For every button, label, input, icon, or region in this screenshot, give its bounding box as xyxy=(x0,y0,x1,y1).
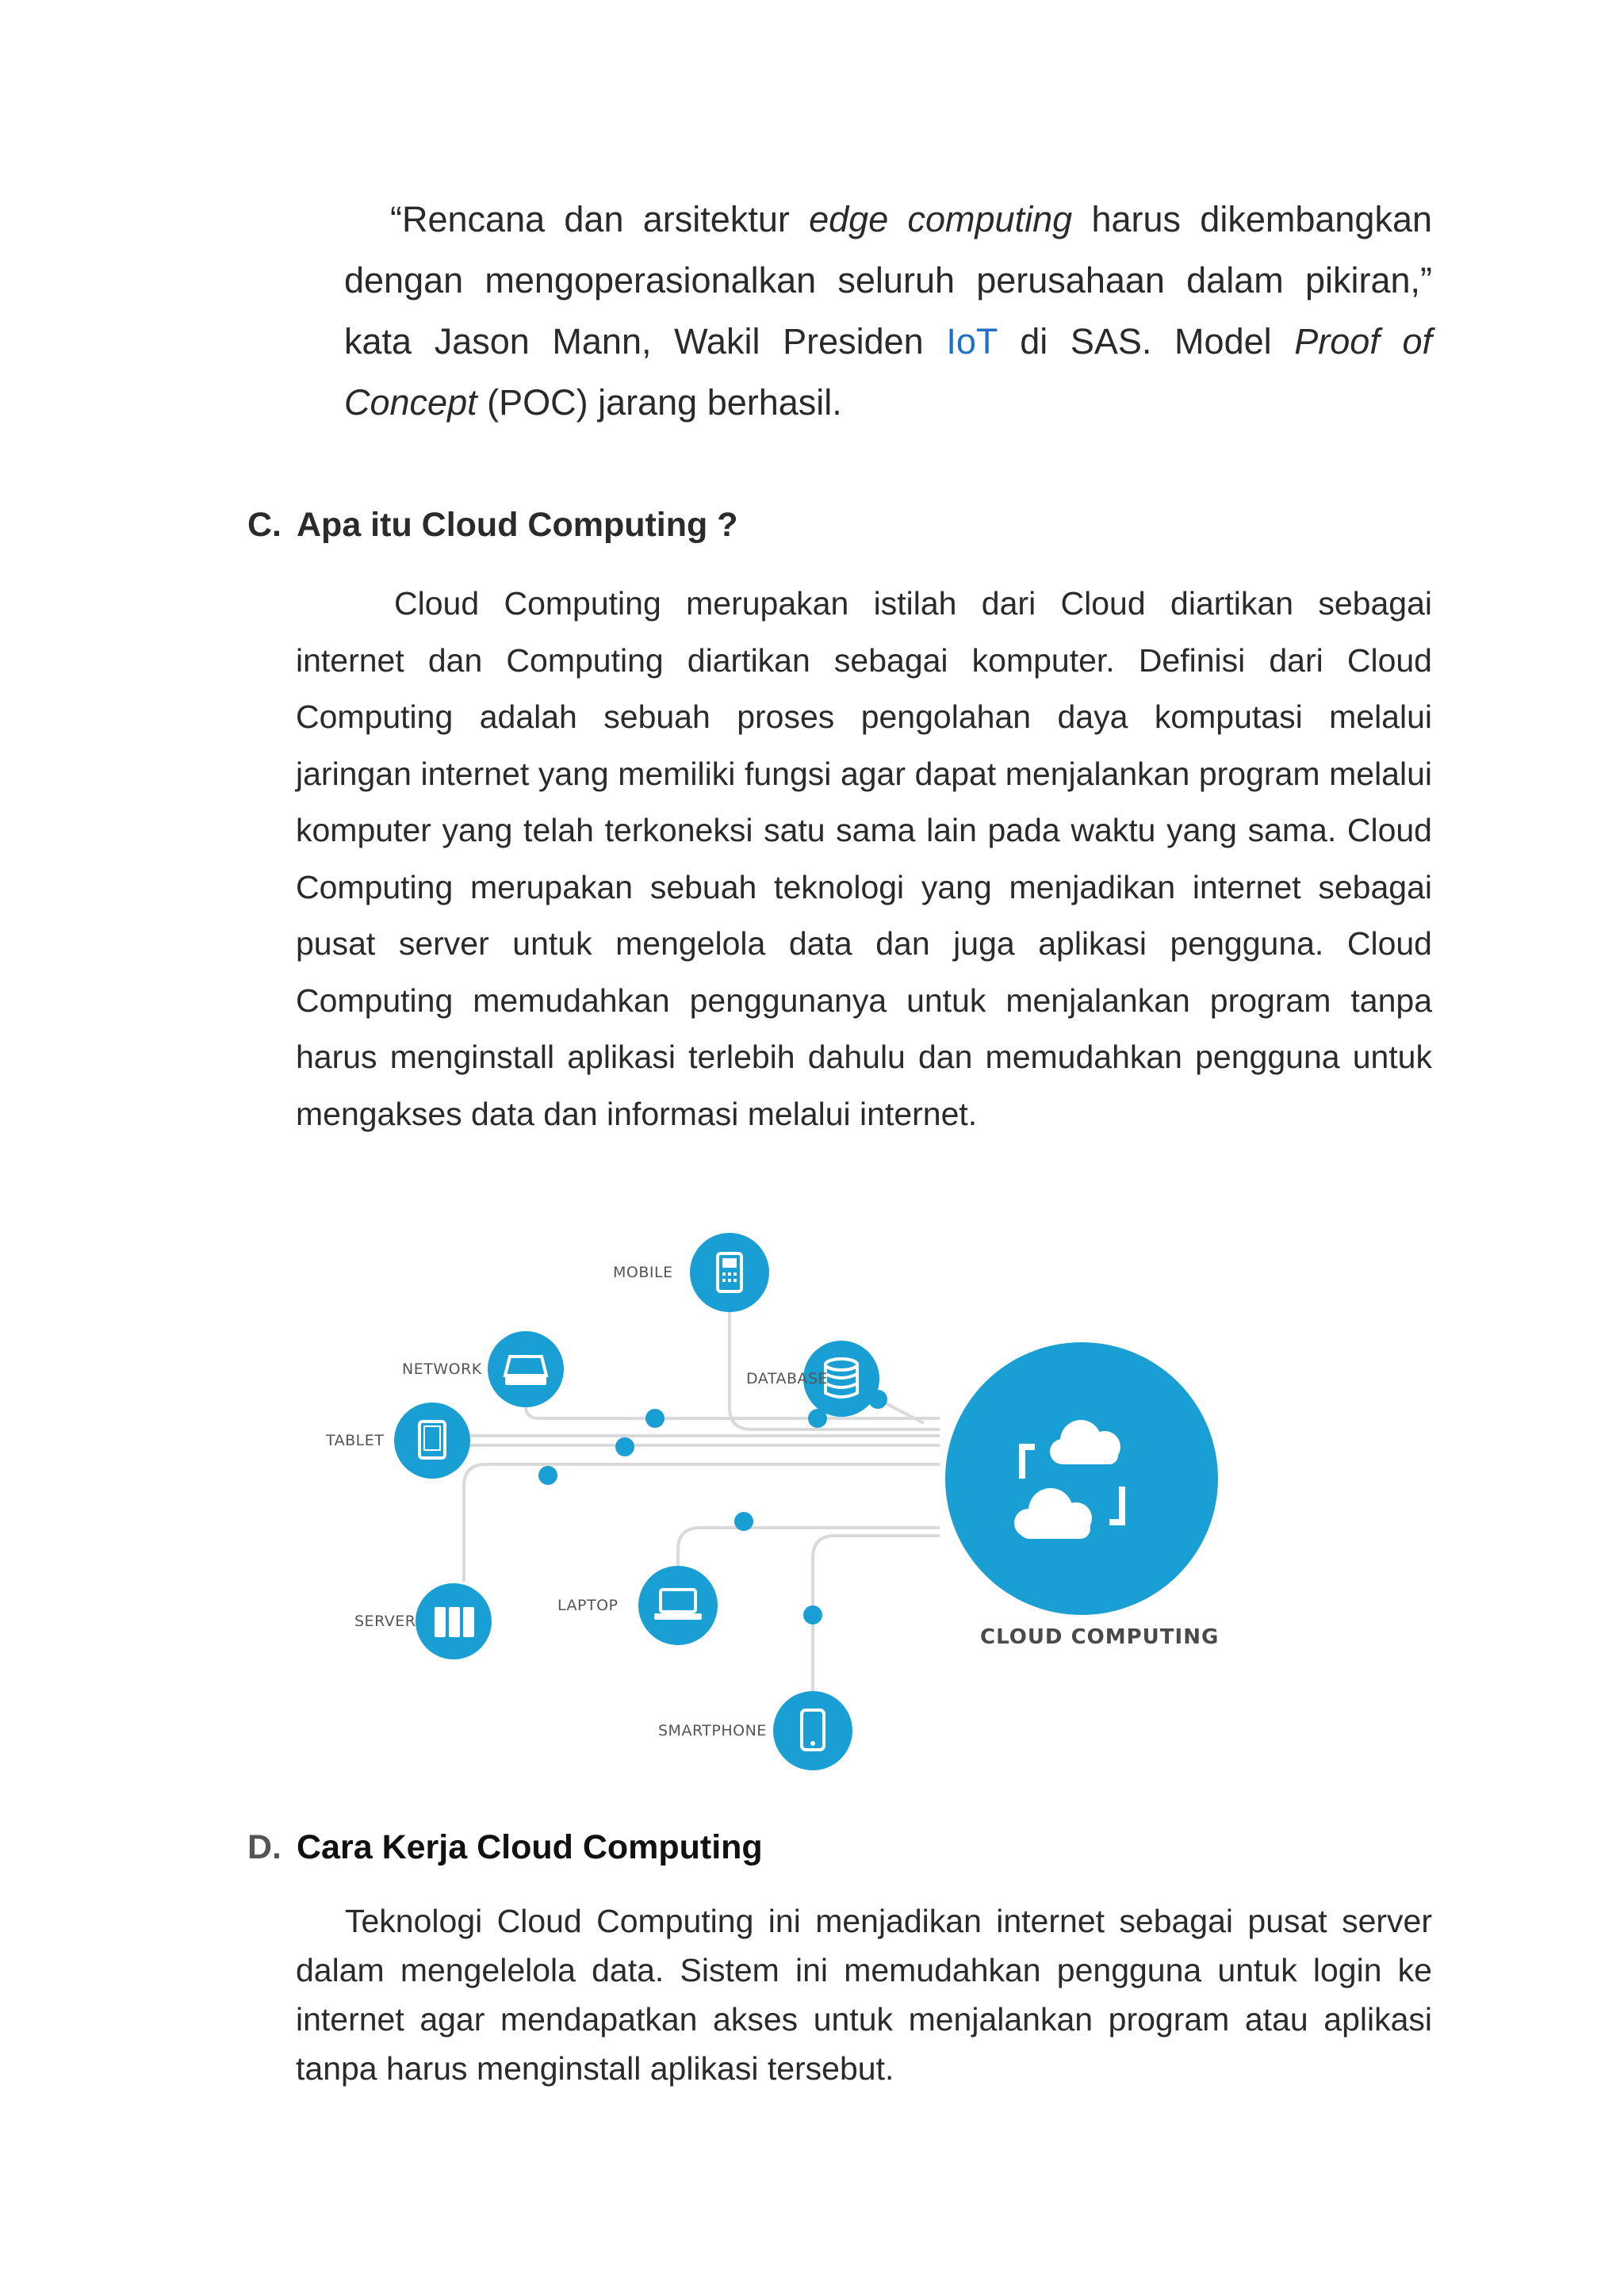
section-d-heading xyxy=(247,1827,763,1868)
quote-text-end: (POC) jarang berhasil. xyxy=(477,382,842,423)
quote-proof-of-concept: Proof of Concept xyxy=(344,321,1432,423)
server-label: SERVER xyxy=(354,1613,416,1630)
hub-label: CLOUD COMPUTING xyxy=(980,1625,1220,1649)
quote-text-middle: harus dikembangkan dengan mengoperasionalkan seluruh perusahaan dalam pikiran,” kata Jason Mann, Wakil Presiden xyxy=(344,199,1432,362)
section-c-heading xyxy=(247,504,738,545)
junction-dot xyxy=(538,1466,557,1485)
quote-paragraph xyxy=(344,189,1432,433)
junction-dot xyxy=(803,1605,822,1624)
mobile-label: MOBILE xyxy=(613,1264,673,1281)
junction-dot xyxy=(734,1512,753,1531)
smartphone-node xyxy=(773,1691,852,1770)
junction-dot xyxy=(615,1437,634,1456)
section-c-text: Cloud Computing merupakan istilah dari Cloud diartikan sebagai internet dan Computing diartikan sebagai komputer. Definisi dari Cloud Computing adalah sebuah proses pengolahan daya komputasi melalui jaringan internet yang memiliki fungsi agar dapat menjalankan program melalui komputer yang telah terkoneksi satu sama lain pada waktu yang sama. Cloud Computing merupakan sebuah teknologi yang menjadikan internet sebagai pusat server untuk mengelola data dan juga aplikasi pengguna. Cloud Computing memudahkan penggunanya untuk menjalankan program tanpa harus menginstall aplikasi terlebih dahulu dan memudahkan pengguna untuk mengakses data dan informasi melalui internet. xyxy=(296,585,1432,1132)
server-line xyxy=(464,1464,940,1582)
database-label: DATABASE xyxy=(746,1370,829,1387)
section-c-letter: C. xyxy=(247,506,282,544)
network-node xyxy=(488,1331,564,1407)
junction-dot xyxy=(645,1409,665,1428)
section-c-title: Apa itu Cloud Computing ? xyxy=(297,506,738,544)
cloud-computing-diagram xyxy=(305,1217,1249,1772)
quote-text-after-link: di SAS. Model xyxy=(997,321,1295,362)
laptop-node xyxy=(638,1566,718,1645)
cloud-hub-circle xyxy=(945,1342,1218,1615)
tablet-label: TABLET xyxy=(326,1432,385,1449)
iot-link[interactable]: IoT xyxy=(946,321,998,362)
laptop-label: LAPTOP xyxy=(557,1597,619,1614)
quote-edge-computing: edge computing xyxy=(809,199,1073,239)
smartphone-line xyxy=(813,1536,940,1720)
smartphone-label: SMARTPHONE xyxy=(658,1722,767,1739)
section-d-title: Cara Kerja Cloud Computing xyxy=(297,1828,763,1866)
server-icon xyxy=(435,1607,474,1637)
section-d-letter: D. xyxy=(247,1828,282,1866)
quote-text-start: “Rencana dan arsitektur xyxy=(390,199,810,239)
section-d-paragraph xyxy=(296,1896,1432,2093)
section-d-text: Teknologi Cloud Computing ini menjadikan internet sebagai pusat server dalam mengelelola data. Sistem ini memudahkan pengguna untuk login ke internet agar mendapatkan akses untuk menjalankan program atau aplikasi tanpa harus menginstall aplikasi tersebut. xyxy=(296,1903,1432,2087)
section-c-paragraph xyxy=(296,576,1432,1142)
network-label: NETWORK xyxy=(402,1360,482,1378)
diagram-svg xyxy=(305,1217,1249,1772)
